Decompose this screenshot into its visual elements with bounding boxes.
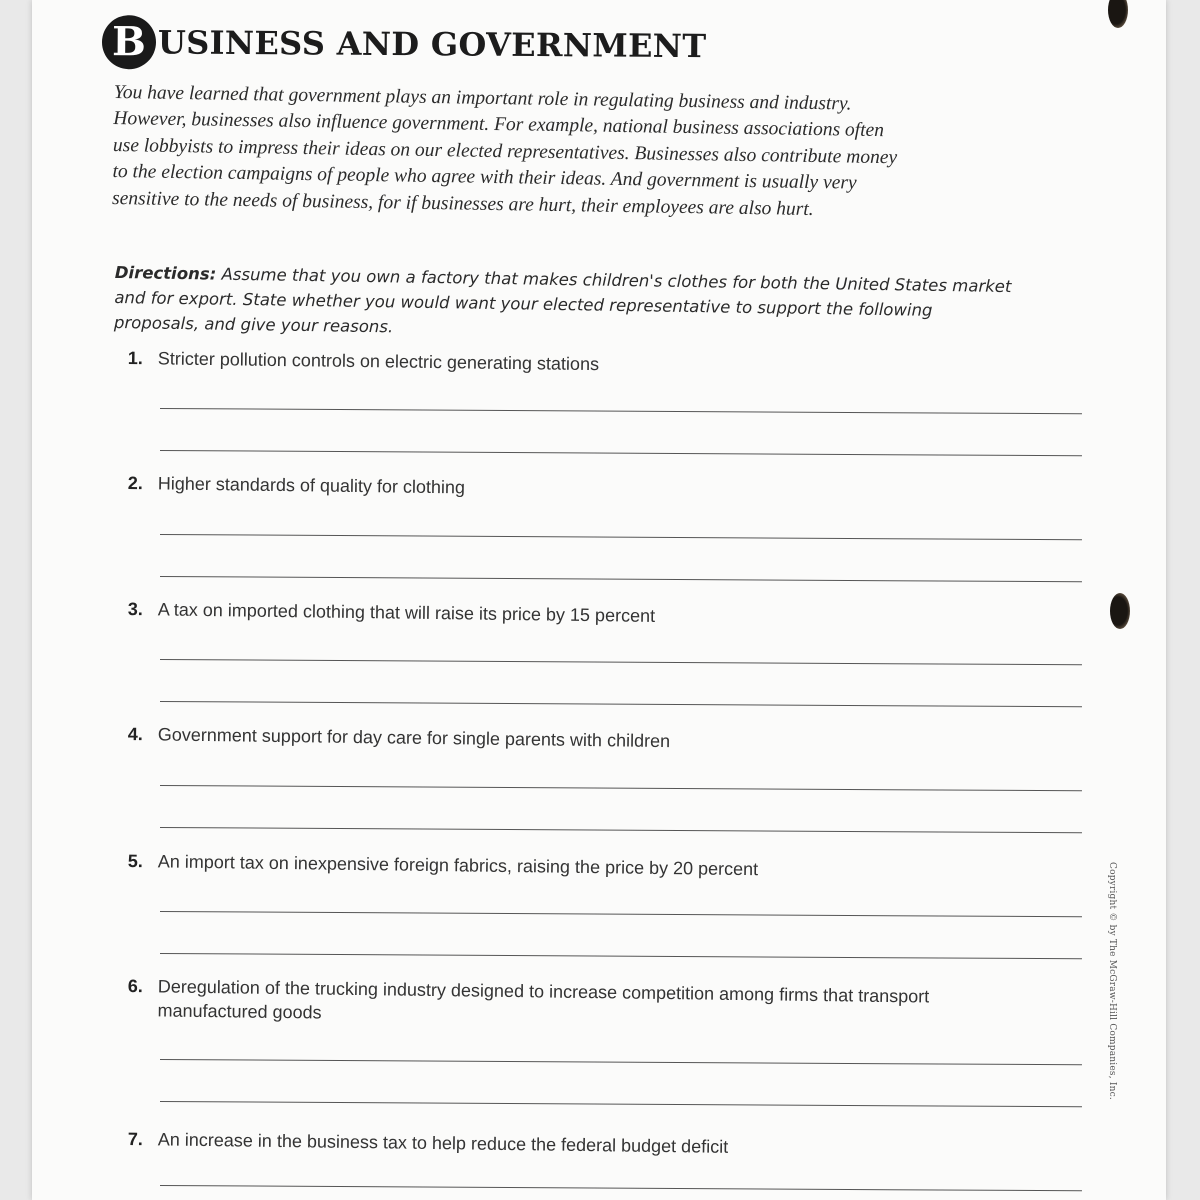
question-1 — [128, 346, 1128, 383]
answer-line[interactable] — [160, 953, 1082, 959]
directions-text: Assume that you own a factory that makes children's clothes for both the United States market and for export. State whether you would want your elected representative to support the following proposals, and give your reasons. — [113, 264, 1012, 337]
answer-line[interactable] — [160, 911, 1082, 917]
question-7 — [128, 1127, 1128, 1164]
answer-line[interactable] — [160, 701, 1082, 707]
directions-label: Directions: — [114, 262, 217, 284]
question-text: An import tax on inexpensive foreign fabrics, raising the price by 20 percent — [157, 851, 759, 880]
question-number: 7. — [127, 1128, 143, 1150]
copyright-notice: Copyright © by The McGraw-Hill Companies, Inc. — [1107, 862, 1117, 1100]
directions-paragraph — [114, 260, 1015, 349]
question-text: A tax on imported clothing that will raise its price by 15 percent — [157, 599, 656, 626]
answer-line[interactable] — [160, 1059, 1082, 1065]
answer-line[interactable] — [160, 827, 1082, 833]
question-3 — [128, 597, 1128, 634]
question-text: Government support for day care for single parents with children — [157, 724, 671, 752]
question-5 — [128, 849, 1128, 886]
question-4 — [128, 722, 1128, 759]
question-number: 6. — [127, 975, 143, 997]
worksheet-page — [32, 0, 1166, 1200]
answer-line[interactable] — [160, 408, 1082, 414]
title-text: USINESS AND GOVERNMENT — [157, 23, 707, 66]
question-number: 1. — [127, 347, 143, 369]
answer-line[interactable] — [160, 1101, 1082, 1107]
answer-line[interactable] — [160, 659, 1082, 665]
question-text: Deregulation of the trucking industry designed to increase competition among firms that transport manufactured goods — [157, 976, 930, 1023]
question-2 — [128, 471, 1128, 508]
answer-line[interactable] — [160, 450, 1082, 456]
title-initial-badge: B — [102, 15, 156, 69]
question-number: 5. — [127, 850, 143, 872]
question-text: Stricter pollution controls on electric generating stations — [157, 348, 600, 375]
question-text: An increase in the business tax to help reduce the federal budget deficit — [157, 1129, 729, 1157]
binder-hole-icon — [1110, 593, 1130, 629]
question-number: 3. — [127, 598, 143, 620]
question-text: Higher standards of quality for clothing — [157, 473, 466, 498]
page-title — [102, 15, 707, 73]
answer-line[interactable] — [160, 1185, 1082, 1191]
question-number: 4. — [127, 723, 143, 745]
answer-line[interactable] — [160, 785, 1082, 791]
answer-line[interactable] — [160, 534, 1082, 540]
binder-hole-icon — [1108, 0, 1128, 28]
question-number: 2. — [127, 472, 143, 494]
answer-line[interactable] — [160, 576, 1082, 582]
question-6 — [127, 974, 1128, 1035]
intro-paragraph: You have learned that government plays an important role in regulating business and industry. However, businesses also influence government. For example, national business associations often use lobbyists to impress their ideas on our elected representatives. Businesses also contribute money to the election campaigns of people who agree with their ideas. And government is usually very sensitive to the needs of business, for if businesses are hurt, their employees are also hurt. — [111, 81, 898, 220]
